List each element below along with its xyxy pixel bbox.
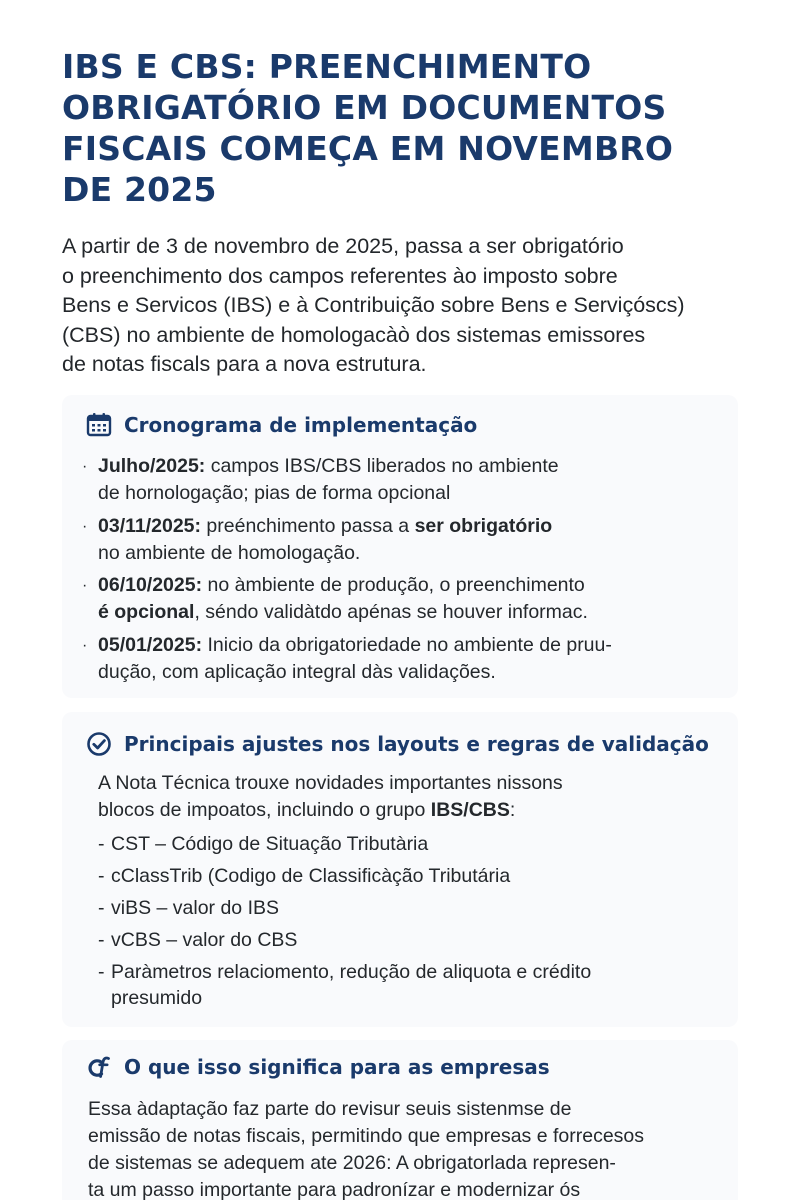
campo-item	[98, 895, 591, 921]
punctuation: :	[509, 799, 516, 821]
timeline-date: 05/01/2025:	[98, 633, 203, 656]
timeline-emphasis: ser obrigatório	[414, 514, 553, 537]
title-line: FISCAIS COMEÇA EM NOVEMBRO	[62, 129, 674, 168]
timeline-item	[82, 513, 612, 567]
intro-line: A partir de 3 de novembro de 2025, passa a ser obrigatório	[62, 234, 624, 258]
empresas-title: O que isso significa para as empresas	[124, 1055, 550, 1079]
timeline-date: 03/11/2025:	[98, 514, 202, 537]
campos-list	[98, 831, 591, 1017]
article-title	[62, 46, 762, 210]
campo-item	[98, 831, 591, 857]
timeline-list	[82, 453, 612, 691]
empresas-line: de sistemas se adequem ate 2026: A obrigatorlada represen-	[88, 1152, 616, 1174]
campo-text: vCBS – valor do CBS	[111, 929, 298, 951]
intro-paragraph	[62, 232, 762, 380]
campo-text: viBS – valor do IBS	[111, 897, 279, 919]
timeline-item	[82, 632, 612, 686]
timeline-item	[82, 572, 612, 626]
dash-marker: -	[98, 897, 105, 919]
title-line: IBS E CBS: PREENCHIMENTO	[62, 47, 592, 86]
timeline-emphasis: é opcional	[98, 601, 195, 623]
ajustes-intro-line: blocos de impoatos, incluindo o grupo	[98, 799, 431, 821]
bullet: ·	[82, 577, 88, 594]
cronograma-card	[62, 395, 738, 698]
ajustes-intro-line: A Nota Técnica trouxe novidades importantes nissons	[98, 772, 563, 794]
campo-item	[98, 863, 591, 889]
ajustes-group-name: IBS/CBS	[430, 799, 510, 821]
timeline-text: no àmbiente de produção, o preenchimento	[202, 574, 585, 596]
cronograma-title: Cronograma de implementação	[124, 413, 478, 437]
ajustes-header	[86, 731, 709, 757]
timeline-text: campos IBS/CBS liberados no ambiente	[205, 455, 559, 477]
empresas-paragraph	[88, 1096, 644, 1200]
timeline-item	[82, 453, 612, 507]
campo-text: cClassTrib (Codigo de Classificàção Tributária	[111, 865, 511, 887]
dash-marker: -	[98, 865, 105, 887]
ajustes-title: Principais ajustes nos layouts e regras de validação	[124, 732, 709, 756]
campo-text: Paràmetros relaciomento, redução de aliquota e crédito	[111, 961, 592, 983]
cf-logo-icon	[86, 1054, 112, 1080]
empresas-line: emissão de notas fiscais, permitindo que empresas e forrecesos	[88, 1125, 645, 1147]
title-line: OBRIGATÓRIO EM DOCUMENTOS	[62, 88, 667, 127]
campo-item	[98, 959, 591, 1011]
intro-line: o preenchimento dos campos referentes ào imposto sobre	[62, 263, 618, 288]
dash-marker: -	[98, 961, 105, 983]
campo-text: CST – Código de Situação Tributària	[111, 833, 429, 855]
empresas-line: Essa àdaptação faz parte do revisur seuis sistenmse de	[88, 1098, 572, 1120]
calendar-icon	[86, 412, 112, 438]
timeline-date: 06/10/2025:	[98, 574, 203, 596]
campo-text: presumido	[111, 987, 203, 1009]
bullet: ·	[82, 517, 88, 535]
intro-line: Bens e Servicos (IBS) e à Contribuição sobre Bens e Serviçóscs)	[62, 293, 685, 317]
ajustes-card	[62, 712, 738, 1027]
intro-line: de notas fiscals para a nova estrutura.	[62, 352, 427, 376]
timeline-text: , séndo validàtdo apénas se houver informac.	[194, 601, 588, 623]
timeline-text: dução, com aplicação integral dàs validações.	[98, 660, 496, 683]
dash-marker: -	[98, 929, 105, 951]
title-line: DE 2025	[62, 170, 217, 209]
bullet: ·	[82, 636, 88, 654]
timeline-date: Julho/2025:	[98, 455, 206, 477]
empresas-header	[86, 1054, 550, 1080]
dash-marker: -	[98, 833, 105, 855]
bullet: ·	[82, 458, 88, 475]
check-circle-icon	[86, 731, 112, 757]
cronograma-header	[86, 412, 477, 438]
timeline-text: de hornologação; pias de forma opcional	[98, 482, 451, 504]
timeline-text: no ambiente de homologação.	[98, 541, 361, 564]
intro-line: (CBS) no ambiente de homologacàò dos sistemas emissores	[62, 322, 646, 347]
empresas-line: ta um passo importante para padronízar e modernizar ós	[88, 1179, 581, 1200]
empresas-card	[62, 1040, 738, 1200]
timeline-text: Inicio da obrigatoriedade no ambiente de pruu-	[202, 633, 612, 656]
campo-item	[98, 927, 591, 953]
timeline-text: preénchimento passa a	[201, 514, 415, 537]
ajustes-intro	[98, 770, 563, 824]
